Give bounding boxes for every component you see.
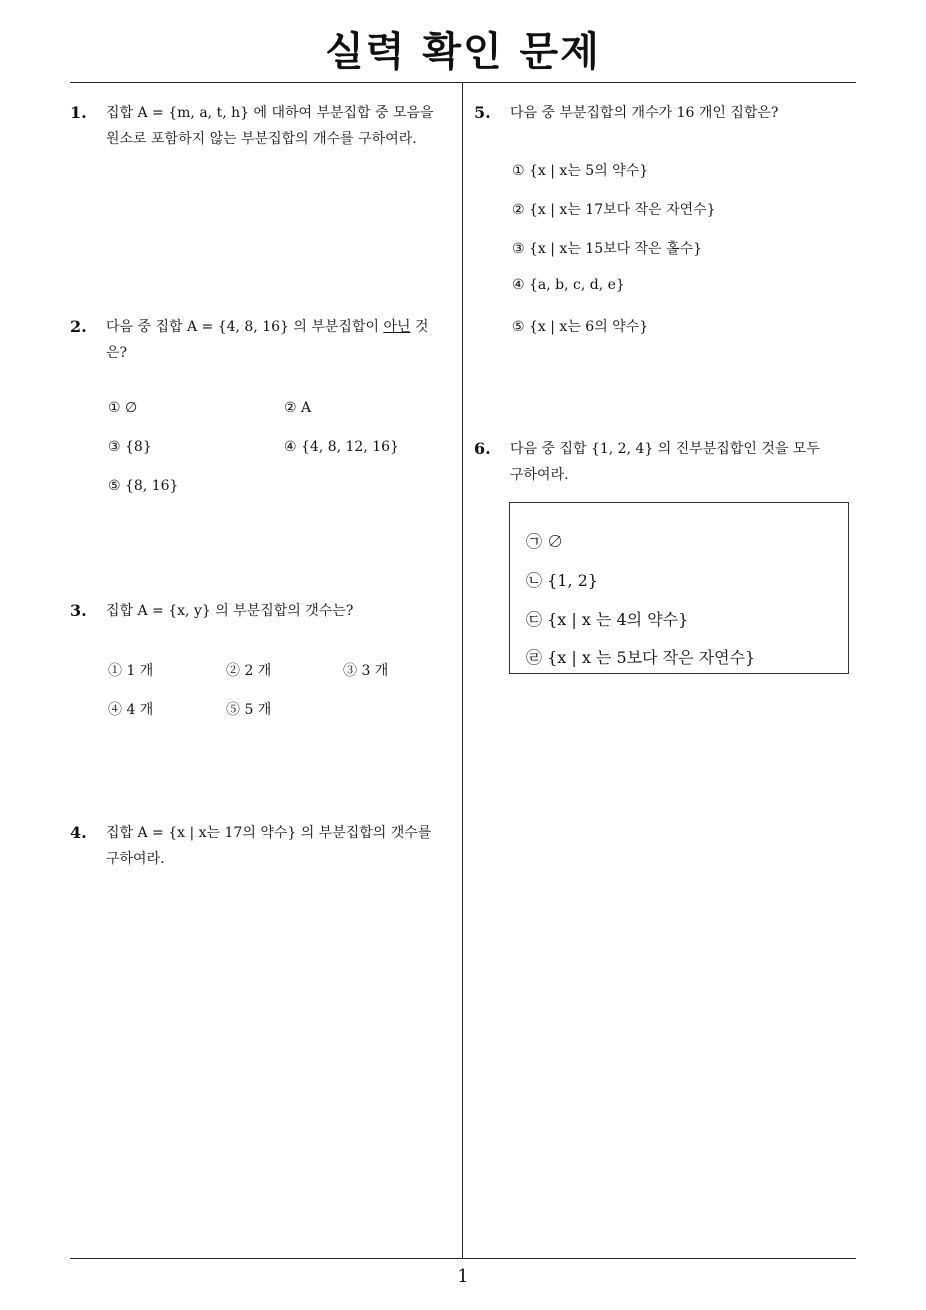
box-item[interactable]: ㉢ {x | x 는 4의 약수} <box>526 610 689 629</box>
question-3 <box>70 598 460 624</box>
question-number: 6. <box>474 439 491 458</box>
choice-item[interactable]: ⑤ 5 개 <box>226 702 272 718</box>
choice-item[interactable]: ② {x | x는 17보다 작은 자연수} <box>512 202 716 218</box>
question-text-line: 집합 A = {x, y} 의 부분집합의 갯수는? <box>106 603 354 619</box>
question-4 <box>70 820 460 872</box>
question-text-line: 원소로 포함하지 않는 부분집합의 개수를 구하여라. <box>106 131 417 147</box>
choice-item[interactable]: ① {x | x는 5의 약수} <box>512 163 649 179</box>
choice-item[interactable]: ④ 4 개 <box>108 702 154 718</box>
underlined-word: 아닌 <box>383 319 411 335</box>
question-2 <box>70 314 460 366</box>
bottom-rule <box>70 1258 856 1259</box>
question-text-segment: 다음 중 집합 A = {4, 8, 16} 의 부분집합이 <box>106 319 379 335</box>
question-text-line: 구하여라. <box>510 467 569 483</box>
question-text-line: 은? <box>106 345 128 361</box>
question-text-line: 집합 A = {x | x는 17의 약수} 의 부분집합의 갯수를 <box>106 825 432 841</box>
question-number: 5. <box>474 103 491 122</box>
choice-item[interactable]: ① 1 개 <box>108 663 154 679</box>
question-number: 4. <box>70 823 87 842</box>
question-text-line: 구하여라. <box>106 851 165 867</box>
page-number: 1 <box>457 1266 469 1287</box>
choice-item[interactable]: ② A <box>284 400 312 416</box>
box-item[interactable]: ㉣ {x | x 는 5보다 작은 자연수} <box>526 648 756 667</box>
choice-item[interactable]: ④ {a, b, c, d, e} <box>512 277 625 293</box>
column-divider <box>462 82 463 1258</box>
question-1 <box>70 100 460 152</box>
box-item[interactable]: ㉠ ∅ <box>526 532 564 551</box>
choice-item[interactable]: ⑤ {x | x는 6의 약수} <box>512 319 649 335</box>
box-item[interactable]: ㉡ {1, 2} <box>526 571 598 590</box>
page-title: 실력 확인 문제 <box>325 29 601 75</box>
question-text-line: 집합 A = {m, a, t, h} 에 대하여 부분집합 중 모음을 <box>106 105 434 121</box>
question-text-segment: 것 <box>414 319 429 335</box>
question-text-line: 다음 중 부분집합의 개수가 16 개인 집합은? <box>510 105 779 121</box>
question-number: 3. <box>70 601 87 620</box>
top-rule <box>70 82 856 83</box>
choice-item[interactable]: ④ {4, 8, 12, 16} <box>284 439 399 455</box>
choice-item[interactable]: ③ {8} <box>108 439 152 455</box>
answer-options-box <box>509 502 849 674</box>
question-number: 1. <box>70 103 87 122</box>
question-text-line <box>106 314 460 340</box>
choice-item[interactable]: ① ∅ <box>108 400 138 416</box>
choice-item[interactable]: ③ {x | x는 15보다 작은 홀수} <box>512 241 703 257</box>
question-number: 2. <box>70 317 87 336</box>
choice-item[interactable]: ② 2 개 <box>226 663 272 679</box>
question-text-line: 다음 중 집합 {1, 2, 4} 의 진부분집합인 것을 모두 <box>510 441 820 457</box>
choice-item[interactable]: ③ 3 개 <box>343 663 389 679</box>
choice-item[interactable]: ⑤ {8, 16} <box>108 478 179 494</box>
question-5 <box>474 100 864 126</box>
question-6 <box>474 436 864 488</box>
